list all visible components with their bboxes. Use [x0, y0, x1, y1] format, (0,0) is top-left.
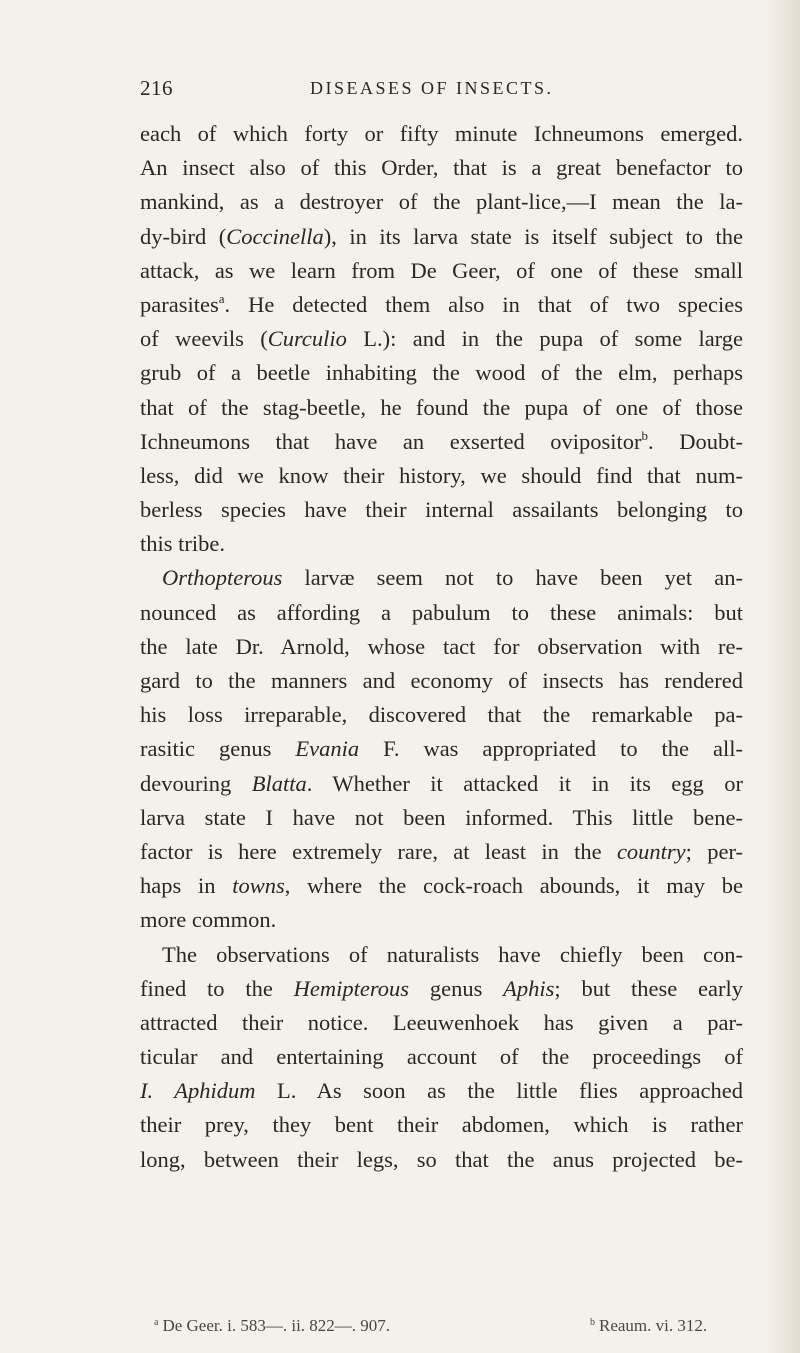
- text-line: [140, 596, 743, 630]
- text-run: ; per-: [685, 838, 743, 864]
- text-line: [140, 732, 743, 766]
- text-run: F. was appropriated to the all-: [359, 736, 744, 762]
- text-run: ticular and entertaining account of the proceedings of: [140, 1044, 743, 1070]
- footnotes: [140, 1316, 743, 1342]
- text-run: each of which forty or fifty minute Ichneumons emerged.: [140, 121, 743, 146]
- text-line: [140, 664, 743, 698]
- text-run: . He detected them also in that of two species: [224, 291, 743, 317]
- text-run: The observations of naturalists have chiefly been con-: [162, 941, 743, 967]
- text-run: that of the stag-beetle, he found the pupa of one of those: [140, 394, 743, 420]
- text-run: . Whether it attacked it in its egg or: [306, 770, 743, 796]
- text-run: haps in: [140, 873, 233, 899]
- text-run: Ichneumons that have an exserted ovipositor: [140, 428, 642, 454]
- italic-term: Hemipterous: [293, 975, 410, 1001]
- text-run: dy-bird (: [140, 223, 227, 249]
- italic-term: Coccinella: [226, 223, 324, 249]
- text-run: grub of a beetle inhabiting the wood of the elm, perhaps: [140, 360, 743, 386]
- italic-term: Evania: [295, 736, 360, 762]
- text-line: [140, 527, 743, 561]
- text-line: [140, 801, 743, 835]
- text-run: ; but these early: [554, 975, 743, 1001]
- text-line: [140, 561, 743, 595]
- italic-term: Aphis: [503, 975, 555, 1001]
- page-header: [140, 76, 700, 106]
- text-run: nounced as affording a pabulum to these animals: but: [140, 599, 743, 625]
- text-run: less, did we know their history, we should find that num-: [140, 462, 743, 488]
- footnote-a-text: De Geer. i. 583—. ii. 822—. 907.: [162, 1316, 391, 1335]
- text-run: . Doubt-: [648, 428, 743, 454]
- text-run: fined to the: [140, 975, 294, 1001]
- footnote-b-text: Reaum. vi. 312.: [599, 1316, 708, 1335]
- text-line: [140, 356, 743, 390]
- text-line: [140, 1040, 743, 1074]
- page-number: 216: [140, 76, 173, 100]
- text-run: larva state I have not been informed. This little bene-: [140, 804, 743, 830]
- italic-term: country: [616, 838, 686, 864]
- text-line: [140, 459, 743, 493]
- text-line: [140, 425, 743, 459]
- text-line: [140, 869, 743, 903]
- text-run: parasites: [140, 291, 219, 317]
- text-line: [140, 185, 743, 219]
- text-line: [140, 903, 743, 937]
- running-title: DISEASES OF INSECTS.: [310, 78, 554, 98]
- text-line: [140, 493, 743, 527]
- text-line: [140, 1143, 743, 1177]
- text-run: mankind, as a destroyer of the plant-lice,—I mean the la-: [140, 189, 743, 215]
- footnote-b: [590, 1316, 707, 1336]
- text-run: gard to the manners and economy of insects has rendered: [140, 668, 743, 693]
- text-line: [140, 391, 743, 425]
- text-line: [140, 117, 743, 151]
- text-line: [140, 630, 743, 664]
- text-line: [140, 1006, 743, 1040]
- text-run: attack, as we learn from De Geer, of one of these small: [140, 257, 743, 283]
- text-line: [140, 151, 743, 185]
- text-line: [140, 220, 743, 254]
- text-line: [140, 767, 743, 801]
- text-run: L.): and in the pupa of some large: [346, 326, 744, 352]
- text-run: attracted their notice. Leeuwenhoek has given a par-: [140, 1009, 743, 1035]
- text-run: the late Dr. Arnold, whose tact for observation with re-: [140, 633, 743, 659]
- text-run: berless species have their internal assailants belonging to: [140, 497, 743, 523]
- text-run: genus: [409, 975, 504, 1001]
- text-run: their prey, they bent their abdomen, which is rather: [140, 1112, 743, 1138]
- italic-term: I. Aphidum: [140, 1078, 256, 1104]
- text-line: [140, 938, 743, 972]
- text-run: factor is here extremely rare, at least in the: [140, 838, 617, 864]
- italic-term: Orthopterous: [162, 565, 283, 591]
- footnote-reference: b: [641, 427, 649, 443]
- page-edge-shading: [766, 0, 800, 1353]
- text-line: [140, 1074, 743, 1108]
- footnote-a: [154, 1316, 390, 1336]
- text-run: , where the cock-roach abounds, it may be: [284, 873, 743, 899]
- text-run: An insect also of this Order, that is a great benefactor to: [140, 155, 743, 181]
- text-run: L. As soon as the little flies approached: [255, 1078, 743, 1104]
- text-run: of weevils (: [140, 326, 268, 352]
- text-run: devouring: [140, 770, 252, 796]
- text-run: this tribe.: [140, 531, 225, 557]
- text-line: [140, 698, 743, 732]
- text-run: rasitic genus: [140, 736, 296, 762]
- body-text: [140, 117, 743, 1177]
- text-line: [140, 972, 743, 1006]
- italic-term: Curculio: [267, 326, 347, 352]
- footnote-a-mark: a: [154, 1317, 159, 1328]
- text-run: long, between their legs, so that the anus projected be-: [140, 1146, 743, 1172]
- text-line: [140, 835, 743, 869]
- text-run: his loss irreparable, discovered that the remarkable pa-: [140, 702, 743, 728]
- text-line: [140, 322, 743, 356]
- footnote-reference: a: [218, 290, 225, 306]
- footnote-b-mark: b: [590, 1317, 595, 1328]
- text-line: [140, 254, 743, 288]
- text-run: larvæ seem not to have been yet an-: [282, 565, 743, 591]
- text-line: [140, 1108, 743, 1142]
- italic-term: towns: [232, 873, 285, 899]
- text-run: more common.: [140, 907, 277, 933]
- text-run: ), in its larva state is itself subject to the: [323, 223, 743, 249]
- italic-term: Blatta: [251, 770, 307, 796]
- text-line: [140, 288, 743, 322]
